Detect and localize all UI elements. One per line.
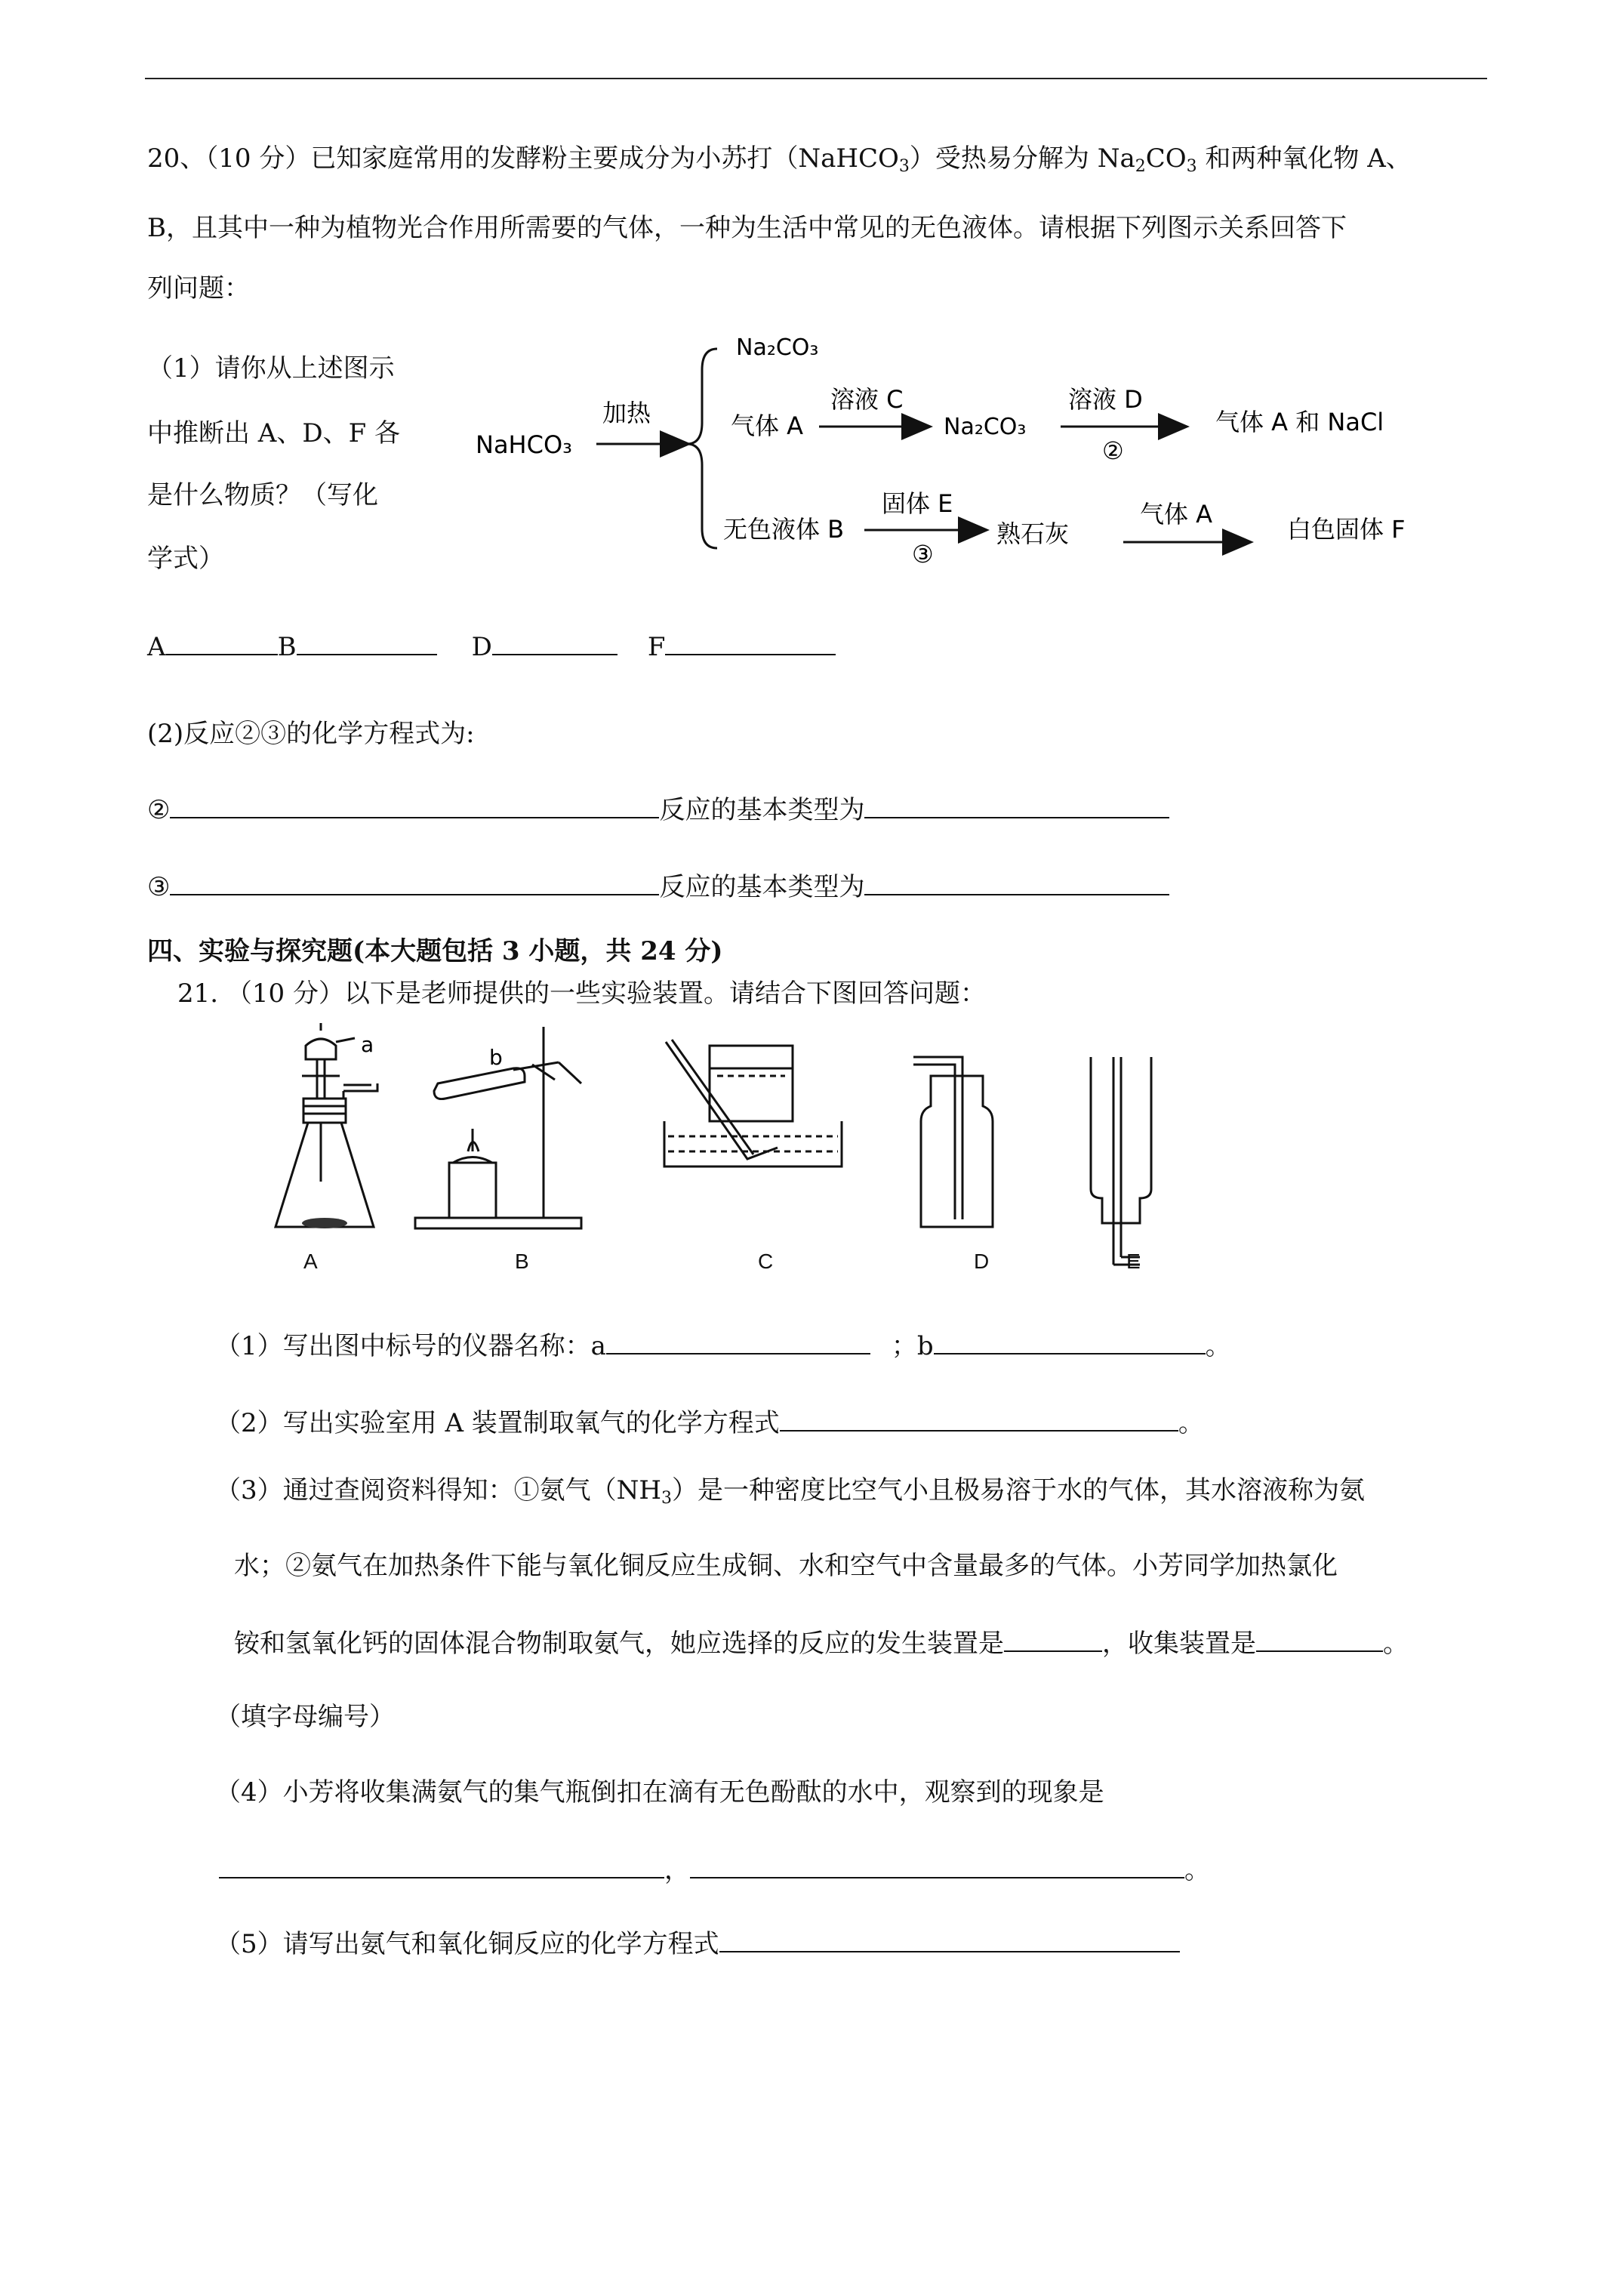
flow-solid-e: 固体 E	[882, 489, 953, 518]
q20-reaction2-row: ② 反应的基本类型为	[147, 791, 1169, 827]
apparatus-e	[1091, 1057, 1151, 1265]
label-c: C	[758, 1250, 774, 1273]
apparatus-d	[913, 1057, 993, 1227]
q20-sub1-line4: 学式）	[147, 544, 224, 574]
blank-instrument-a[interactable]	[606, 1327, 870, 1354]
mark-a: a	[361, 1032, 374, 1057]
apparatus-c	[664, 1040, 842, 1166]
flow-sol-c: 溶液 C	[830, 385, 904, 414]
q21-intro: 21. （10 分）以下是老师提供的一些实验装置。请结合下图回答问题：	[177, 978, 986, 1009]
q21-s3-line3: 铵和氢氧化钙的固体混合物制取氨气，她应选择的反应的发生装置是 ，收集装置是 。	[234, 1625, 1409, 1660]
q21-s1: （1）写出图中标号的仪器名称：a ；b 。	[215, 1327, 1231, 1363]
flow-white-f: 白色固体 F	[1287, 515, 1406, 544]
flow-gas-a2: 气体 A	[1140, 500, 1213, 529]
flow-gas-a: 气体 A	[731, 411, 804, 440]
flow-circle-2: ②	[1102, 436, 1124, 465]
flow-liquid-b: 无色液体 B	[723, 515, 845, 544]
q21-s4-line2: ， 。	[219, 1851, 1210, 1887]
blank-b[interactable]	[297, 628, 437, 655]
q21-s3-line2: 水；②氨气在加热条件下能与氧化铜反应生成铜、水和空气中含量最多的气体。小芳同学加热氯化	[234, 1551, 1338, 1581]
flow-lime: 熟石灰	[996, 519, 1070, 548]
q20-line1: 20、（10 分）已知家庭常用的发酵粉主要成分为小苏打（NaHCO$_3$）受热易分解为 $Na_2CO_3$ 和两种氧化物 A、	[147, 143, 1412, 176]
blank-reaction2[interactable]	[170, 791, 659, 818]
label-e: E	[1126, 1250, 1141, 1273]
blank-a[interactable]	[166, 628, 278, 655]
flow-heat-label: 加热	[602, 399, 651, 427]
q21-s3-line4: （填字母编号）	[215, 1702, 395, 1732]
blank-phenomenon-1[interactable]	[219, 1851, 664, 1878]
q20-line3: 列问题：	[147, 273, 250, 304]
apparatus-figure	[264, 1023, 1193, 1280]
blank-type2[interactable]	[864, 791, 1169, 818]
mark-b: b	[489, 1045, 503, 1070]
blank-generator[interactable]	[1004, 1625, 1102, 1652]
flow-sol-d: 溶液 D	[1068, 385, 1143, 414]
q20-sub1-line3: 是什么物质？（写化	[147, 480, 378, 510]
flow-na2co3: Na₂CO₃	[944, 414, 1027, 440]
flow-end1: 气体 A 和 NaCl	[1215, 408, 1384, 436]
flow-circle-3: ③	[912, 540, 934, 569]
blank-oxygen-equation[interactable]	[780, 1404, 1178, 1432]
q20-sub2: (2)反应②③的化学方程式为:	[147, 719, 475, 749]
q21-s2: （2）写出实验室用 A 装置制取氧气的化学方程式 。	[215, 1404, 1204, 1440]
q20-blank-row: A B D F	[147, 628, 836, 664]
q20-line2: B，且其中一种为植物光合作用所需要的气体，一种为生活中常见的无色液体。请根据下列图示关系回答下	[147, 213, 1347, 243]
section4-title: 四、实验与探究题(本大题包括 3 小题，共 24 分)	[147, 936, 723, 966]
label-b: B	[515, 1250, 529, 1273]
blank-reaction3[interactable]	[170, 868, 659, 895]
q21-s4-line1: （4）小芳将收集满氨气的集气瓶倒扣在滴有无色酚酞的水中，观察到的现象是	[215, 1777, 1104, 1808]
flow-brace	[687, 349, 717, 548]
q20-sub1-line2: 中推断出 A、D、F 各	[147, 418, 401, 448]
blank-collector[interactable]	[1256, 1625, 1383, 1652]
q21-s5: （5）请写出氨气和氧化铜反应的化学方程式	[215, 1925, 1180, 1961]
blank-instrument-b[interactable]	[934, 1327, 1206, 1354]
top-rule	[145, 78, 1487, 79]
blank-ammonia-equation[interactable]	[719, 1925, 1180, 1952]
q21-s3-line1: （3）通过查阅资料得知：①氨气$(NH_3)$是一种密度比空气小且极易溶于水的气体，其水溶液称为氨	[215, 1475, 1366, 1508]
q20-reaction3-row: ③ 反应的基本类型为	[147, 868, 1169, 904]
q20-sub1-line1: （1）请你从上述图示	[147, 353, 395, 384]
reaction-flow-diagram	[468, 325, 1449, 574]
flow-start: NaHCO₃	[476, 430, 572, 459]
flow-top-na2co3: Na₂CO₃	[736, 334, 819, 361]
blank-d[interactable]	[492, 628, 617, 655]
label-d: D	[974, 1250, 990, 1273]
blank-f[interactable]	[665, 628, 836, 655]
blank-phenomenon-2[interactable]	[690, 1851, 1184, 1878]
blank-type3[interactable]	[864, 868, 1169, 895]
label-a: A	[303, 1250, 318, 1273]
